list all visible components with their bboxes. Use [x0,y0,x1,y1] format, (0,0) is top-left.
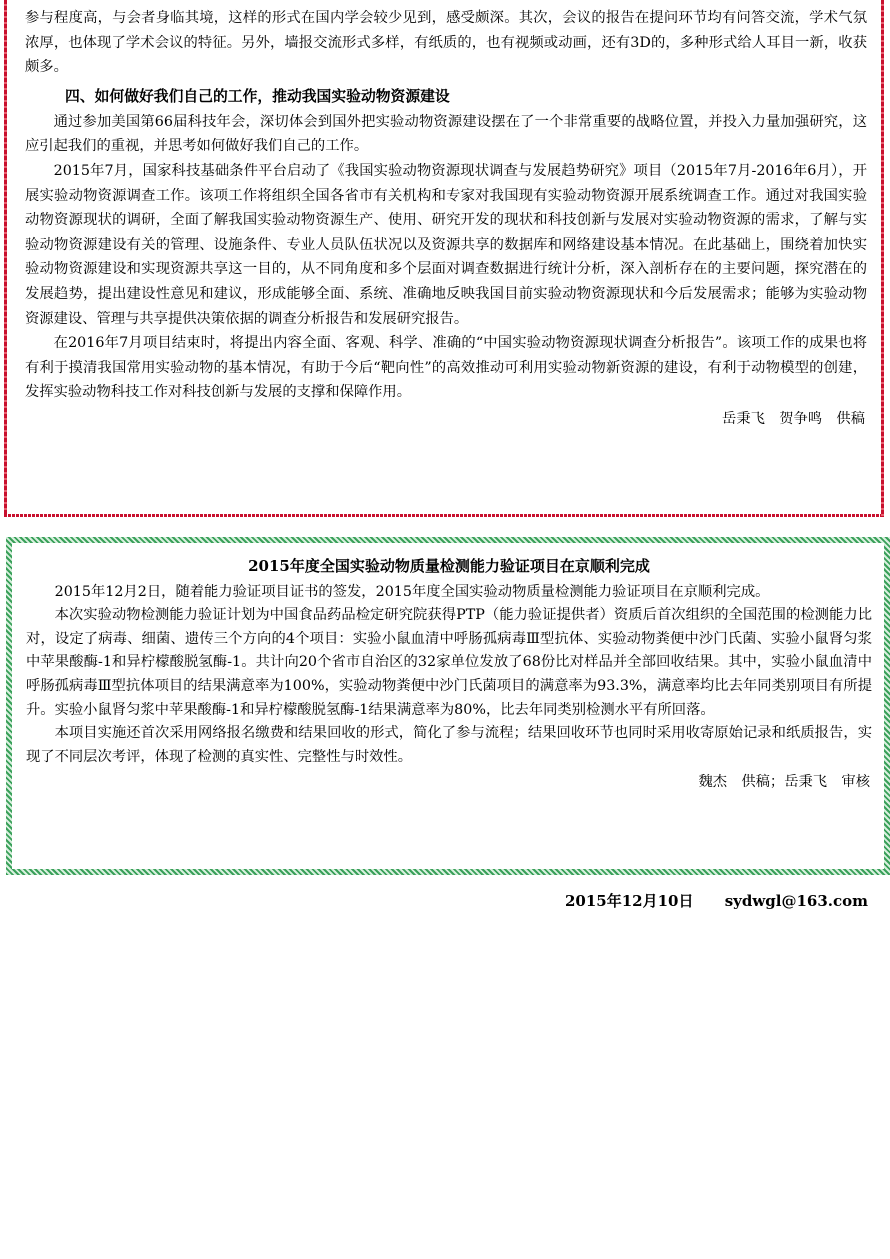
article-box-proficiency [6,537,890,875]
paragraph: 2015年7月，国家科技基础条件平台启动了《我国实验动物资源现状调查与发展趋势研究》项目（2015年7月-2016年6月），开展实验动物资源调查工作。该项工作将组织全国各省市有关机构和专家对我国现有实验动物资源开展系统调查工作。通过对我国实验动物资源现状的调研，全面了解我国实验动物资源生产、使用、研究开发的现状和科技创新与发展对实验动物资源的需求，了解与实验动物资源建设有关的管理、设施条件、专业人员队伍状况以及资源共享的数据库和网络建设基本情况。在此基础上，围绕着加快实验动物资源建设和实现资源共享这一目的，从不同角度和多个层面对调查数据进行统计分析，深入剖析存在的主要问题，探究潜在的发展趋势，提出建设性意见和建议，形成能够全面、系统、准确地反映我国目前实验动物资源现状和今后发展需求；能够为实验动物资源建设、管理与共享提供决策依据的调查分析报告和发展研究报告。 [25,162,867,327]
paragraph: 本次实验动物检测能力验证计划为中国食品药品检定研究院获得PTP（能力验证提供者）资质后首次组织的全国范围的检测能力比对，设定了病毒、细菌、遗传三个方向的4个项目：实验小鼠血清中呼肠孤病毒Ⅲ型抗体、实验动物粪便中沙门氏菌、实验小鼠肾匀浆中苹果酸酶-1和异柠檬酸脱氢酶-1。共计向20个省市自治区的32家单位发放了68份比对样品并全部回收结果。其中，实验小鼠血清中呼肠孤病毒Ⅲ型抗体项目的结果满意率为100%，实验动物粪便中沙门氏菌项目的满意率为93.3%，满意率均比去年同类别项目有所提升。实验小鼠肾匀浆中苹果酸酶-1和异柠檬酸脱氢酶-1结果满意率为80%，比去年同类别检测水平有所回落。 [26,607,872,718]
paragraph: 2015年12月2日，随着能力验证项目证书的签发，2015年度全国实验动物质量检测能力验证项目在京顺利完成。 [54,583,770,600]
paragraph: 在2016年7月项目结束时，将提出内容全面、客观、科学、准确的“中国实验动物资源现状调查分析报告”。该项工作的成果也将有利于摸清我国常用实验动物的基本情况，有助于今后“靶向性”的高效推动可利用实验动物新资源的建设，有利于动物模型的创建，发挥实验动物科技工作对科技创新与发展的支撑和保障作用。 [25,335,867,401]
article-title: 2015年度全国实验动物质量检测能力验证项目在京顺利完成 [248,557,650,575]
author-signature: 魏杰 供稿；岳秉飞 审核 [698,774,870,791]
article-box-resources [4,0,884,517]
section-heading: 四、如何做好我们自己的工作，推动我国实验动物资源建设 [65,87,450,105]
article-body [25,6,867,432]
paragraph: 本项目实施还首次采用网络报名缴费和结果回收的形式，简化了参与流程；结果回收环节也同时采用收寄原始记录和纸质报告，实现了不同层次考评，体现了检测的真实性、完整性与时效性。 [26,725,872,765]
paragraph: 通过参加美国第66届科技年会，深切体会到国外把实验动物资源建设摆在了一个非常重要的战略位置，并投入力量加强研究，这应引起我们的重视，并思考如何做好我们自己的工作。 [25,113,867,155]
page-footer [565,890,868,912]
publish-date: 2015年12月10日 [564,892,694,910]
contact-email[interactable]: sydwgl@163.com [724,892,868,910]
article-body [26,555,872,795]
intro-paragraph: 参与程度高，与会者身临其境，这样的形式在国内学会较少见到，感受颇深。其次，会议的报告在提问环节均有问答交流，学术气氛浓厚，也体现了学术会议的特征。另外，墙报交流形式多样，有纸质的，也有视频或动画，还有3D的，多种形式给人耳目一新，收获颇多。 [25,10,867,76]
author-signature: 岳秉飞 贺争鸣 供稿 [722,410,865,427]
red-border-bottom [4,514,884,517]
